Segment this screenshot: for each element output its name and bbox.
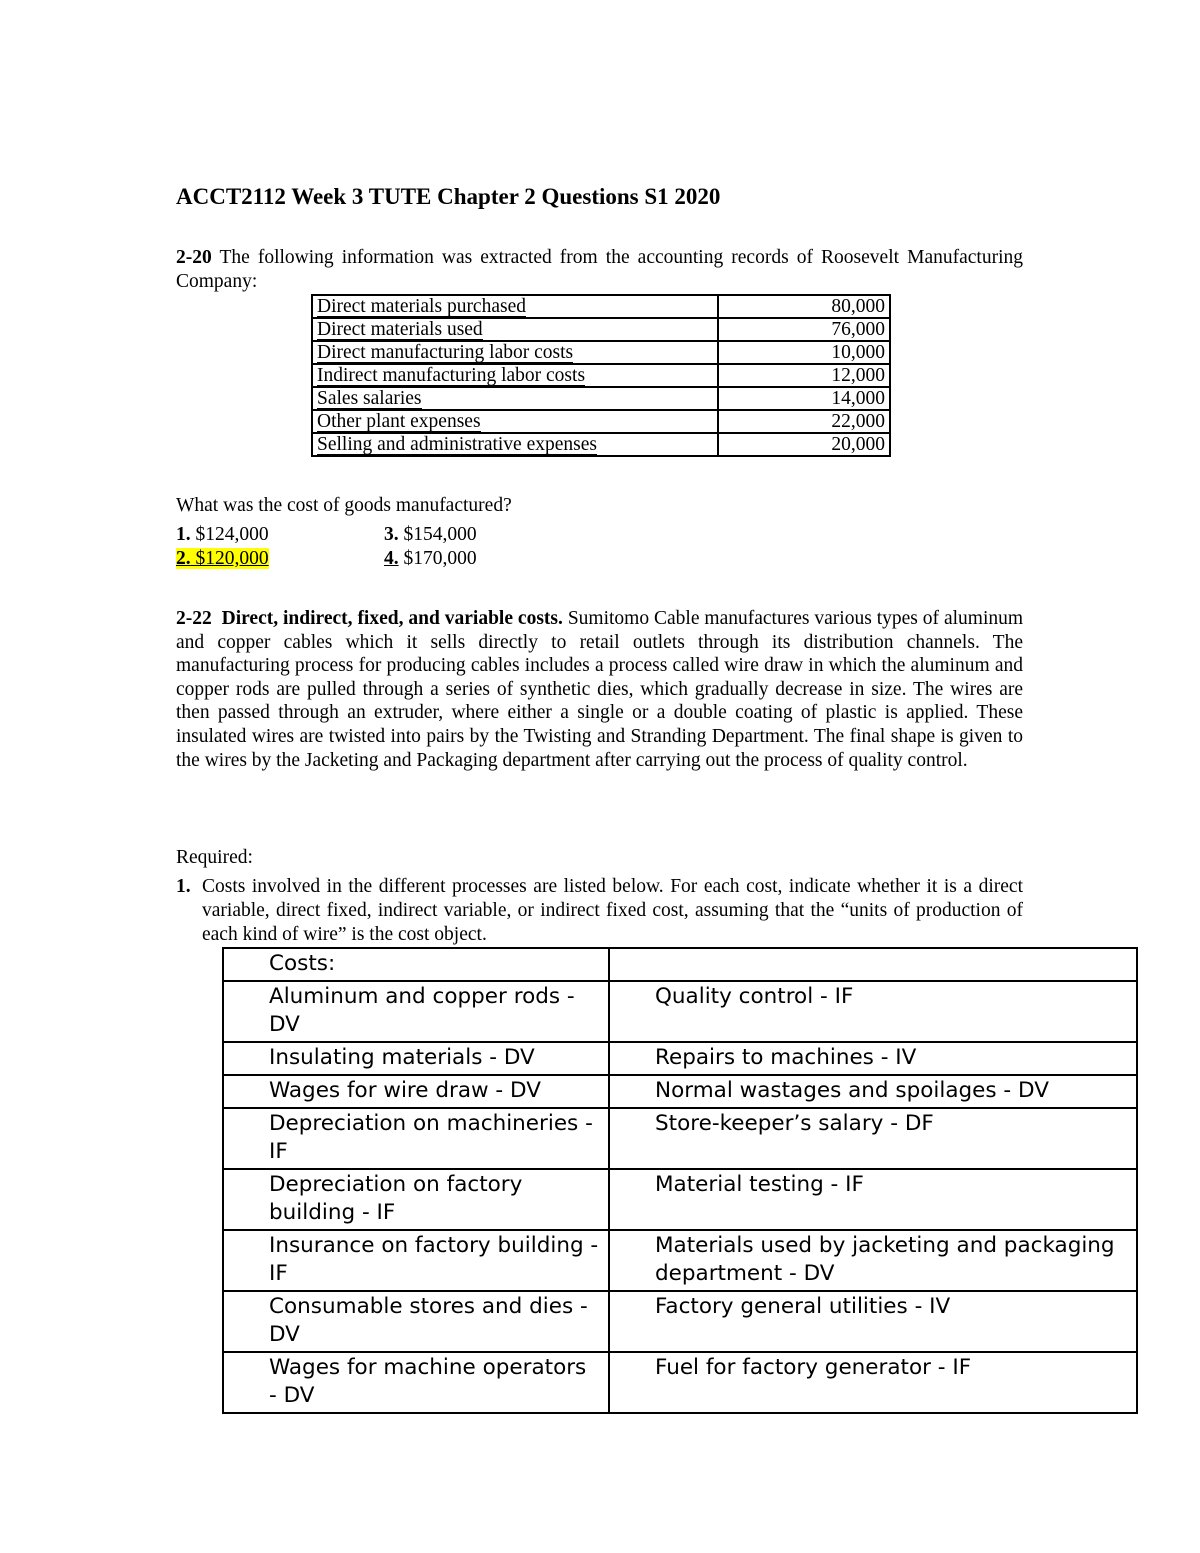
cost-cell: Consumable stores and dies - DV <box>223 1291 609 1352</box>
row-label: Selling and administrative expenses <box>317 434 597 455</box>
question-text: What was the cost of goods manufactured? <box>176 495 512 516</box>
row-value: 76,000 <box>718 318 890 341</box>
costs-classification-table <box>222 947 1138 1414</box>
table-row <box>312 387 890 410</box>
table-row <box>223 1042 1137 1075</box>
cost-cell: Wages for machine operators - DV <box>223 1352 609 1413</box>
required-label: Required: <box>176 847 253 868</box>
table-row <box>312 410 890 433</box>
problem-2-20-intro <box>176 246 1023 293</box>
table-row <box>223 1230 1137 1291</box>
document-title: ACCT2112 Week 3 TUTE Chapter 2 Questions S1 2020 <box>176 184 721 209</box>
cost-cell: Normal wastages and spoilages - DV <box>609 1075 1137 1108</box>
problem-intro-text: The following information was extracted from the accounting records of Roosevelt Manufacturing Company: <box>176 247 1023 292</box>
problem-number: 2-20 <box>176 247 212 268</box>
problem-body: Sumitomo Cable manufactures various types of aluminum and copper cables which it sells directly to retail outlets through its distribution channels. The manufacturing process for producing cables includes a process called wire draw in which the aluminum and copper rods are pulled through a series of synthetic dies, which gradually decrease in size. The wires are then passed through an extruder, where either a single or a double coating of plastic is applied. These insulated wires are twisted into pairs by the Twisting and Stranding Department. The final shape is given to the wires by the Jacketing and Packaging department after carrying out the process of quality control. <box>176 608 1024 771</box>
row-value: 80,000 <box>718 295 890 318</box>
cost-cell: Material testing - IF <box>609 1169 1137 1230</box>
row-label: Direct materials purchased <box>317 296 526 317</box>
cost-cell: Wages for wire draw - DV <box>223 1075 609 1108</box>
required-item-1 <box>176 875 1023 947</box>
cost-cell: Depreciation on machineries - IF <box>223 1108 609 1169</box>
option-3: 3. $154,000 <box>384 524 477 545</box>
table-row <box>312 433 890 456</box>
cost-cell: Quality control - IF <box>609 981 1137 1042</box>
table-row <box>312 364 890 387</box>
costs-header: Costs: <box>223 948 609 981</box>
table-row <box>312 318 890 341</box>
row-label: Other plant expenses <box>317 411 481 432</box>
table-row <box>312 295 890 318</box>
table-row <box>223 1291 1137 1352</box>
row-value: 14,000 <box>718 387 890 410</box>
cost-cell: Depreciation on factory building - IF <box>223 1169 609 1230</box>
item-text: Costs involved in the different processes are listed below. For each cost, indicate whether it is a direct variable, direct fixed, indirect variable, or indirect fixed cost, assuming that the “units of production of each kind of wire” is the cost object. <box>202 876 1023 945</box>
item-number: 1. <box>176 876 191 897</box>
problem-heading: Direct, indirect, fixed, and variable costs. <box>221 608 563 629</box>
row-value: 12,000 <box>718 364 890 387</box>
row-value: 20,000 <box>718 433 890 456</box>
cost-cell: Factory general utilities - IV <box>609 1291 1137 1352</box>
cost-cell: Fuel for factory generator - IF <box>609 1352 1137 1413</box>
table-row <box>312 341 890 364</box>
row-value: 10,000 <box>718 341 890 364</box>
highlighted-answer: 2. $120,000 <box>176 548 269 569</box>
cost-cell: Aluminum and copper rods - DV <box>223 981 609 1042</box>
problem-2-22-text <box>176 607 1023 772</box>
table-row <box>223 1108 1137 1169</box>
cost-cell: Repairs to machines - IV <box>609 1042 1137 1075</box>
row-label: Sales salaries <box>317 388 422 409</box>
cost-cell: Materials used by jacketing and packaging department - DV <box>609 1230 1137 1291</box>
row-label: Direct materials used <box>317 319 483 340</box>
row-label: Indirect manufacturing labor costs <box>317 365 586 386</box>
option-2-correct-answer <box>176 547 269 570</box>
table-row <box>223 1352 1137 1413</box>
cost-cell: Insurance on factory building - IF <box>223 1230 609 1291</box>
empty-header-cell <box>609 948 1137 981</box>
table-row <box>223 1075 1137 1108</box>
row-value: 22,000 <box>718 410 890 433</box>
problem-number: 2-22 <box>176 608 212 629</box>
cost-data-table <box>311 294 891 457</box>
table-row <box>223 1169 1137 1230</box>
cost-cell: Insulating materials - DV <box>223 1042 609 1075</box>
option-4: 4. $170,000 <box>384 548 477 569</box>
table-header-row <box>223 948 1137 981</box>
cost-cell: Store-keeper’s salary - DF <box>609 1108 1137 1169</box>
row-label: Direct manufacturing labor costs <box>317 342 574 363</box>
option-1: 1. $124,000 <box>176 524 269 545</box>
table-row <box>223 981 1137 1042</box>
